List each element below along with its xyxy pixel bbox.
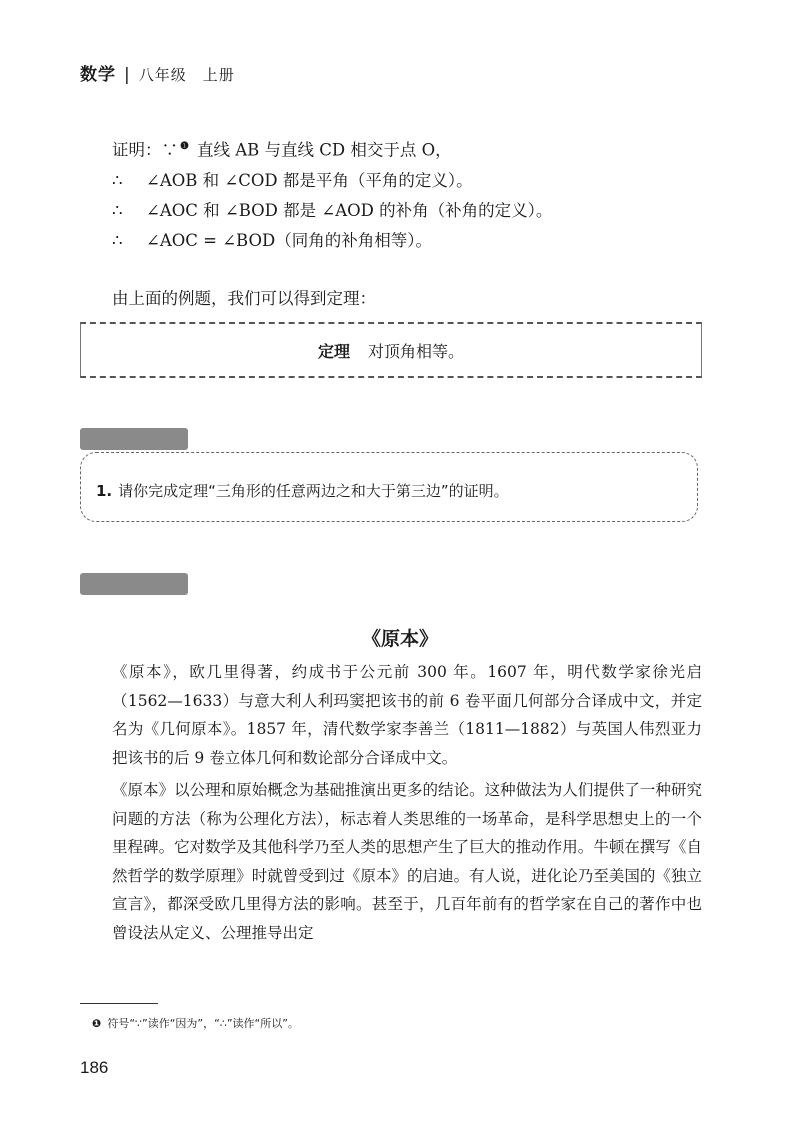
proof-step xyxy=(112,166,672,196)
reading-paragraph: 《原本》，欧几里得著，约成书于公元前 300 年。1607 年，明代数学家徐光启（1562—1633）与意大利人利玛窦把该书的前 6 卷平面几何部分合译成中文，并定名为《几何原本》。1857 年，清代数学家李善兰（1811—1882）与英国人伟烈亚力把该书的后 9 卷立体几何和数论部分合译成中文。 xyxy=(112,663,702,767)
exercise-section-tag xyxy=(80,428,188,450)
exercise-text: 请你完成定理“三角形的任意两边之和大于第三边”的证明。 xyxy=(118,482,509,500)
theorem-intro: 由上面的例题，我们可以得到定理： xyxy=(112,289,376,308)
exercise-number: 1. xyxy=(96,482,113,500)
footnote-mark: ❶ xyxy=(92,1017,102,1030)
proof-step xyxy=(112,196,672,226)
reading-section-tag xyxy=(80,573,188,595)
footnote-divider xyxy=(80,1003,158,1004)
header-separator: | xyxy=(124,65,131,85)
page-number: 186 xyxy=(80,1058,109,1077)
proof-given-line xyxy=(112,132,672,166)
header-grade: 八年级 上册 xyxy=(138,66,235,84)
footnote xyxy=(92,1015,299,1031)
exercise-item xyxy=(96,480,509,501)
proof-step-text: ∠AOC = ∠BOD（同角的补角相等）。 xyxy=(146,230,432,250)
footnote-text: 符号“∵”读作“因为”，“∴”读作“所以”。 xyxy=(107,1017,299,1030)
proof-step-text: ∠AOC 和 ∠BOD 都是 ∠AOD 的补角（补角的定义）。 xyxy=(146,200,553,220)
theorem-box xyxy=(80,322,702,378)
proof-given: 直线 AB 与直线 CD 相交于点 O， xyxy=(196,140,452,160)
header-subject: 数学 xyxy=(80,65,116,85)
page-header xyxy=(80,60,235,85)
reading-paragraph: 《原本》以公理和原始概念为基础推演出更多的结论。这种做法为人们提供了一种研究问题的方法（称为公理化方法），标志着人类思维的一场革命，是科学思想史上的一个里程碑。它对数学及其他科学乃至人类的思想产生了巨大的推动作用。牛顿在撰写《自然哲学的数学原理》时就曾受到过《原本》的启迪。有人说，进化论乃至美国的《独立宣言》，都深受欧几里得方法的影响。甚至于，几百年前有的哲学家在自己的著作中也曾设法从定义、公理推导出定 xyxy=(112,781,702,942)
theorem-label: 定理 xyxy=(317,341,350,361)
proof-step xyxy=(112,226,672,256)
therefore-symbol: ∴ xyxy=(112,230,123,250)
proof-label: 证明：∵ xyxy=(112,140,178,160)
proof-block xyxy=(112,132,672,256)
reading-title: 《原本》 xyxy=(361,628,438,650)
therefore-symbol: ∴ xyxy=(112,170,123,190)
footnote-ref-mark: ❶ xyxy=(180,141,189,152)
therefore-symbol: ∴ xyxy=(112,200,123,220)
proof-step-text: ∠AOB 和 ∠COD 都是平角（平角的定义）。 xyxy=(146,170,473,190)
theorem-text: 对顶角相等。 xyxy=(368,341,465,361)
